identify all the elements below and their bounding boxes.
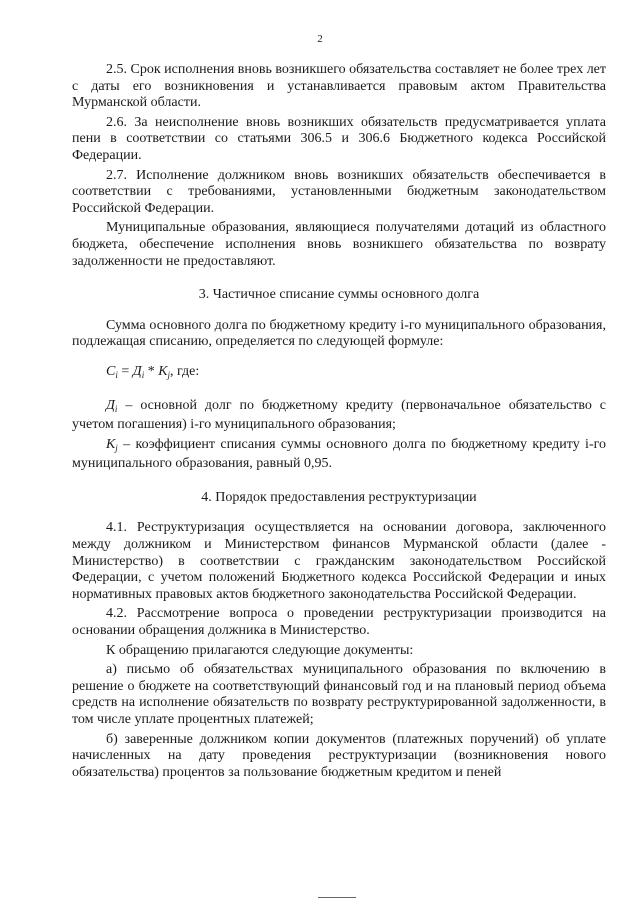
formula-d: Д <box>132 363 142 379</box>
footer-line <box>318 897 356 898</box>
section-3-heading: 3. Частичное списание суммы основного долга <box>198 287 480 303</box>
page-number: 2 <box>317 33 323 45</box>
write-off-formula: $С_i = Д_i * К_j$, где: <box>106 363 200 380</box>
paragraph-item-b: б) заверенные должником копии документов (платежных поручений) об уплате начисленных на дату проведения реструктуризации (возникновения нового обязательства) процентов за пользование бюджетным кредитом и пеней <box>72 731 606 780</box>
section-4-heading: 4. Порядок предоставления реструктуризации <box>201 489 477 505</box>
definition-k: $К_j$ – коэффициент списания суммы основного долга по бюджетному кредиту i-го муниципального образования, равный 0,95. <box>72 436 606 472</box>
formula-k: К <box>158 363 168 379</box>
paragraph-2-5: 2.5. Срок исполнения вновь возникшего обязательства составляет не более трех лет с даты его возникновения и устанавливается правовым актом Правительства Мурманской области. <box>72 62 607 111</box>
paragraph-2-6: 2.6. За неисполнение вновь возникших обязательств предусматривается уплата пени в соответствии со статьями 306.5 и 306.6 Бюджетного кодекса Российской Федерации. <box>72 114 606 163</box>
paragraph-sum: Сумма основного долга по бюджетному кредиту i-го муниципального образования, подлежащая списанию, определяется по следующей формуле: <box>72 317 606 350</box>
paragraph-municipal: Муниципальные образования, являющиеся получателями дотаций из областного бюджета, обеспечение исполнения вновь возникшего обязательства по возврату задолженности не предоставляют. <box>72 220 606 269</box>
paragraph-item-a: а) письмо об обязательствах муниципального образования по включению в решение о бюджете на соответствующий финансовый год и на плановый период объема средств на исполнение обязательств по возврату реструктурированной задолженности, в том числе уплате процентных платежей; <box>72 662 606 727</box>
paragraph-documents: К обращению прилагаются следующие документы: <box>106 642 414 658</box>
paragraph-4-1: 4.1. Реструктуризация осуществляется на основании договора, заключенного между должником и Министерством финансов Мурманской области (далее - Министерство) в соответствии с гражданским законодательством Российской Федерации, с учетом положений Бюджетного кодекса Российской Федерации и иных нормативных правовых актов бюджетного законодательства Российской Федерации. <box>72 520 606 602</box>
formula-c: С <box>106 363 116 379</box>
paragraph-2-7: 2.7. Исполнение должником вновь возникших обязательств обеспечивается в соответствии с требованиями, установленными бюджетным законодательством Российской Федерации. <box>72 167 606 216</box>
paragraph-4-2: 4.2. Рассмотрение вопроса о проведении реструктуризации производится на основании обращения должника в Министерство. <box>72 606 606 639</box>
document-body <box>72 62 606 784</box>
definition-d: $Д_i$ – основной долг по бюджетному кредиту (первоначальное обязательство с учетом погашения) i-го муниципального образования; <box>72 397 606 433</box>
